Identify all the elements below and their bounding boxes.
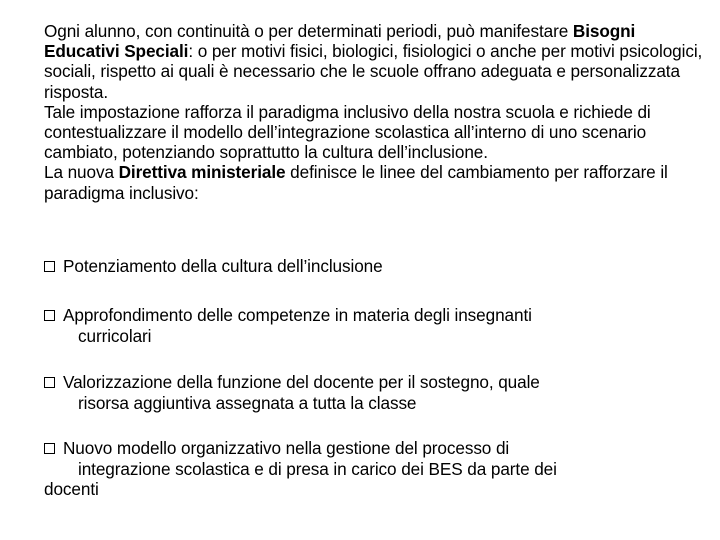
bullet-3-line-2: risorsa aggiuntiva assegnata a tutta la classe — [78, 392, 417, 413]
bullet-item-3 — [44, 372, 704, 413]
bullet-1-line-1: Potenziamento della cultura dell’inclusione — [63, 256, 383, 276]
bullet-2-line-2: curricolari — [78, 325, 152, 346]
intro-p1-end: : o per motivi fisici, biologici, fisiologici o anche per motivi psicologici, sociali, rispetto ai quali è necessario che le scuole offrano adeguata e personalizzata risposta. — [44, 41, 703, 102]
intro-p3-bold: Direttiva ministeriale — [118, 162, 286, 183]
intro-p1-bold: Bisogni Educativi Speciali — [44, 21, 636, 62]
bullet-4-line-3: docenti — [44, 479, 99, 499]
bullet-4-line-2: integrazione scolastica e di presa in carico dei BES da parte dei — [78, 458, 557, 479]
intro-p3-start: La nuova — [44, 162, 119, 183]
checkbox-square-icon — [44, 377, 55, 388]
bullet-item-2 — [44, 305, 704, 346]
bullet-2-line-1: Approfondimento delle competenze in materia degli insegnanti — [63, 305, 532, 325]
intro-paragraph-1 — [44, 21, 704, 102]
checkbox-square-icon — [44, 261, 55, 272]
intro-text — [44, 21, 704, 203]
bullet-3-line-1: Valorizzazione della funzione del docente per il sostegno, quale — [63, 372, 540, 392]
intro-paragraph-2: Tale impostazione rafforza il paradigma inclusivo della nostra scuola e richiede di contestualizzare il modello dell’integrazione scolastica all’interno di uno scenario cambiato, potenziando soprattutto la cultura dell’inclusione. — [44, 101, 651, 163]
checkbox-square-icon — [44, 443, 55, 454]
intro-p1-start: Ogni alunno, con continuità o per determinati periodi, può manifestare — [44, 21, 573, 41]
intro-p3-end: definisce le linee del cambiamento per rafforzare il paradigma inclusivo: — [44, 162, 668, 203]
bullet-4-line-1: Nuovo modello organizzativo nella gestione del processo di — [63, 438, 510, 458]
intro-paragraph-3 — [44, 162, 704, 202]
bullet-item-1 — [44, 256, 704, 277]
bullet-item-4 — [44, 438, 704, 500]
checkbox-square-icon — [44, 310, 55, 321]
